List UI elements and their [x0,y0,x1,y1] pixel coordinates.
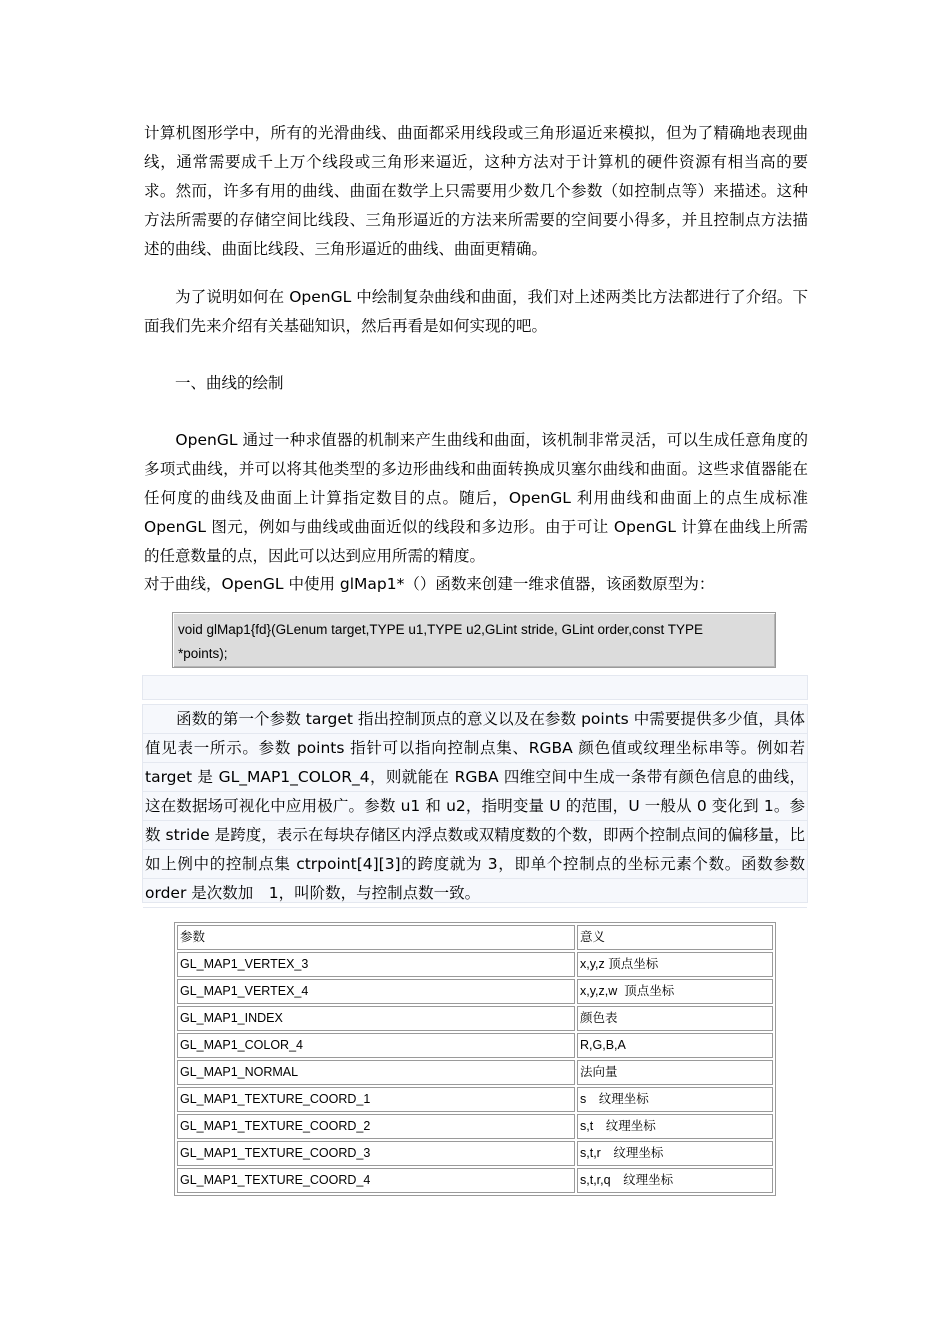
table-row [177,1168,773,1193]
meaning-cell: x,y,z,w 顶点坐标 [577,979,773,1004]
param-cell: GL_MAP1_VERTEX_3 [177,952,575,977]
header-cell-param: 参数 [177,925,575,950]
explanation-band [142,704,808,903]
meaning-cell: s 纹理坐标 [577,1087,773,1112]
opengl-intro-paragraph: 为了说明如何在 OpenGL 中绘制复杂曲线和曲面，我们对上述两类比方法都进行了介绍。下面我们先来介绍有关基础知识，然后再看是如何实现的吧。 [144,288,808,335]
code-line-1: void glMap1{fd}(GLenum target,TYPE u1,TYPE u2,GLint stride, GLint order,const TYPE [178,622,704,637]
param-cell: GL_MAP1_TEXTURE_COORD_3 [177,1141,575,1166]
param-cell: GL_MAP1_COLOR_4 [177,1033,575,1058]
meaning-cell: s,t,r 纹理坐标 [577,1141,773,1166]
table-row [177,1141,773,1166]
param-cell: GL_MAP1_INDEX [177,1006,575,1031]
explanation-paragraph: 函数的第一个参数 target 指出控制顶点的意义以及在参数 points 中需要提供多少值，具体值见表一所示。参数 points 指针可以指向控制点集、RGBA 颜色值或纹理坐标串等。例如若 target 是 GL_MAP1_COLOR_4，则就能在 RGBA 四维空间中生成一条带有颜色信息的曲线，这在数据场可视化中应用极广。参数 u1 和 u2，指明变量 U 的范围，U 一般从 0 变化到 1。参数 stride 是跨度，表示在每块存储区内浮点数或双精度数的个数，即两个控制点间的偏移量，比如上例中的控制点集 ctrpoint[4][3]的跨度就为 3，即单个控制点的坐标元素个数。函数参数 order 是次数加 1，叫阶数，与控制点数一致。 [143,705,807,908]
param-cell: GL_MAP1_TEXTURE_COORD_1 [177,1087,575,1112]
intro-paragraph: 计算机图形学中，所有的光滑曲线、曲面都采用线段或三角形逼近来模拟，但为了精确地表现曲线，通常需要成千上万个线段或三角形来逼近，这种方法对于计算机的硬件资源有相当高的要求。然而，许多有用的曲线、曲面在数学上只需要用少数几个参数（如控制点等）来描述。这种方法所需要的存储空间比线段、三角形逼近的方法来所需要的空间要小得多，并且控制点方法描述的曲线、曲面比线段、三角形逼近的曲线、曲面更精确。 [144,124,808,258]
param-cell: GL_MAP1_VERTEX_4 [177,979,575,1004]
param-cell: GL_MAP1_TEXTURE_COORD_2 [177,1114,575,1139]
header-cell-meaning: 意义 [577,925,773,950]
meaning-cell: s,t,r,q 纹理坐标 [577,1168,773,1193]
evaluator-paragraph: OpenGL 通过一种求值器的机制来产生曲线和曲面，该机制非常灵活，可以生成任意角度的多项式曲线，并可以将其他类型的多边形曲线和曲面转换成贝塞尔曲线和曲面。这些求值器能在任何度的曲线及曲面上计算指定数目的点。随后，OpenGL 利用曲线和曲面上的点生成标准 OpenGL 图元，例如与曲线或曲面近似的线段和多边形。由于可让 OpenGL 计算在曲线上所需的任意数量的点，因此可以达到应用所需的精度。 [144,431,813,565]
table-header-row [177,925,773,950]
meaning-cell: s,t 纹理坐标 [577,1114,773,1139]
code-line-2: *points); [178,646,228,661]
glmap1-intro-line: 对于曲线，OpenGL 中使用 glMap1*（）函数来创建一维求值器，该函数原型为： [144,575,715,593]
table-row [177,952,773,977]
table-row [177,1033,773,1058]
section-heading-curve: 一、曲线的绘制 [144,374,284,392]
table-row [177,1006,773,1031]
meaning-cell: x,y,z 顶点坐标 [577,952,773,977]
empty-band [142,675,808,700]
code-block [172,612,776,668]
meaning-cell: 法向量 [577,1060,773,1085]
table-row [177,1060,773,1085]
param-cell: GL_MAP1_NORMAL [177,1060,575,1085]
table-row [177,1087,773,1112]
table-row [177,1114,773,1139]
meaning-cell: R,G,B,A [577,1033,773,1058]
table-row [177,979,773,1004]
meaning-cell: 颜色表 [577,1006,773,1031]
param-cell: GL_MAP1_TEXTURE_COORD_4 [177,1168,575,1193]
parameter-table [174,922,776,1196]
